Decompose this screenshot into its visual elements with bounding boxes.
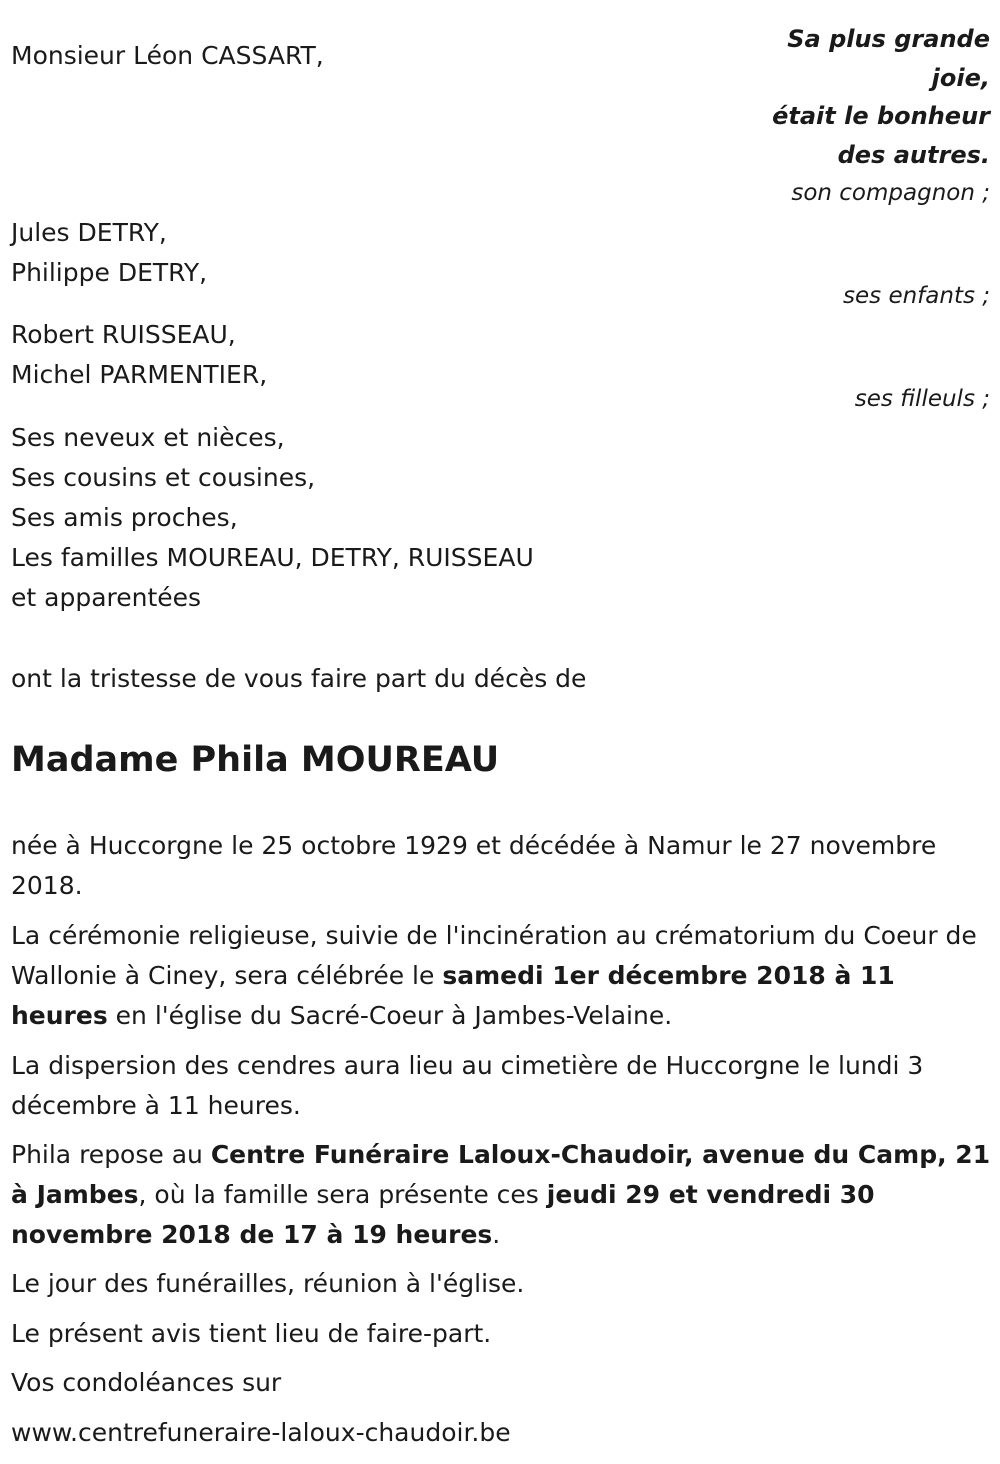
godchildren-list xyxy=(11,315,267,395)
website-link[interactable]: www.centrefuneraire-laloux-chaudoir.be xyxy=(11,1418,511,1447)
child-name: Philippe DETRY, xyxy=(11,258,208,287)
birth-death-paragraph: née à Huccorgne le 25 octobre 1929 et décédée à Namur le 27 novembre 2018. xyxy=(11,831,937,900)
quote-line: des autres. xyxy=(837,140,990,169)
visiting-hours: jeudi 29 et vendredi 30 novembre 2018 de 17 à 19 heures xyxy=(11,1180,875,1249)
relative-line: et apparentées xyxy=(11,583,202,612)
notice-note: Le présent avis tient lieu de faire-part. xyxy=(11,1319,492,1348)
godchildren-role: ses filleuls ; xyxy=(854,386,990,412)
repose-text-end: . xyxy=(492,1220,501,1249)
repose-text-mid: , où la famille sera présente ces xyxy=(138,1180,547,1209)
children-role: ses enfants ; xyxy=(843,283,990,309)
dispersion-paragraph: La dispersion des cendres aura lieu au cimetière de Huccorgne le lundi 3 décembre à 11 heures. xyxy=(11,1051,924,1120)
relative-line: Ses neveux et nièces, xyxy=(11,423,285,452)
ceremony-paragraph xyxy=(11,916,991,1036)
companion-name: Monsieur Léon CASSART, xyxy=(11,41,324,70)
children-list xyxy=(11,213,207,293)
ceremony-date: samedi 1er décembre 2018 à 11 heures xyxy=(11,961,895,1030)
relative-line: Ses cousins et cousines, xyxy=(11,463,316,492)
quote-block xyxy=(772,20,990,174)
deceased-name: Madame Phila MOUREAU xyxy=(11,740,500,780)
child-name: Jules DETRY, xyxy=(11,218,167,247)
godchild-name: Michel PARMENTIER, xyxy=(11,360,268,389)
ceremony-text: La cérémonie religieuse, suivie de l'incinération au crématorium du Coeur de Wallonie à Ciney, sera célébrée le xyxy=(11,921,977,990)
ceremony-location: en l'église du Sacré-Coeur à Jambes-Velaine. xyxy=(107,1001,673,1030)
repose-text: Phila repose au xyxy=(11,1140,211,1169)
godchild-name: Robert RUISSEAU, xyxy=(11,320,236,349)
relative-line: Les familles MOUREAU, DETRY, RUISSEAU xyxy=(11,543,534,572)
repose-paragraph xyxy=(11,1135,991,1255)
condolences-label: Vos condoléances sur xyxy=(11,1368,282,1397)
announcement: ont la tristesse de vous faire part du décès de xyxy=(11,664,587,693)
funeral-day-note: Le jour des funérailles, réunion à l'église. xyxy=(11,1269,525,1298)
companion-role: son compagnon ; xyxy=(791,180,990,206)
quote-line: Sa plus grande xyxy=(787,25,990,53)
quote-line: joie, xyxy=(931,63,990,92)
funeral-center-address: Centre Funéraire Laloux-Chaudoir, avenue du Camp, 21 à Jambes xyxy=(11,1140,991,1209)
relative-line: Ses amis proches, xyxy=(11,503,238,532)
other-relatives xyxy=(11,418,534,618)
quote-line: était le bonheur xyxy=(772,102,990,130)
